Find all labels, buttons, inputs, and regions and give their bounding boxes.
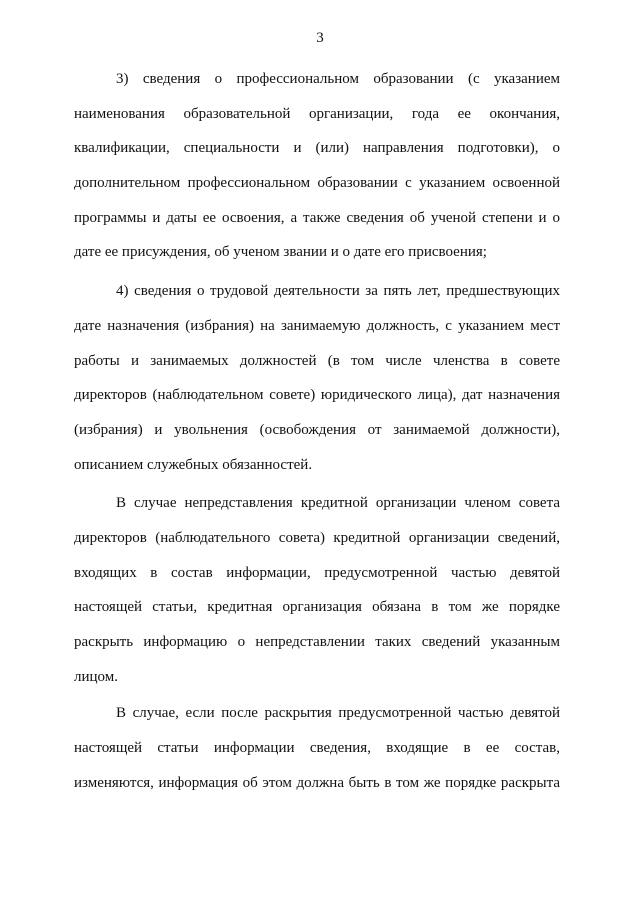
text-line: 4) сведения о трудовой деятельности за пять лет, предшествующих <box>116 283 560 300</box>
document-body <box>74 62 560 800</box>
text-line: директоров (наблюдательного совета) кредитной организации сведений, <box>74 529 560 546</box>
text-line: лицом. <box>74 668 118 685</box>
text-line: раскрыть информацию о непредставлении таких сведений указанным <box>74 634 560 650</box>
text-line: работы и занимаемых должностей (в том числе членства в совете <box>74 352 560 369</box>
text-line: настоящей статьи, кредитная организация обязана в том же порядке <box>74 599 560 616</box>
text-line: (избрания) и увольнения (освобождения от занимаемой должности), <box>74 421 560 438</box>
text-line: квалификации, специальности и (или) направления подготовки), о <box>74 140 560 157</box>
text-line: В случае непредставления кредитной организации членом совета <box>116 495 560 512</box>
page-number: 3 <box>316 30 324 46</box>
text-line: дополнительном профессиональном образовании с указанием освоенной <box>74 175 560 192</box>
text-line: дате ее присуждения, об ученом звании и о дате его присвоения; <box>74 244 487 261</box>
paragraph-nondisclosure <box>74 486 560 694</box>
paragraph-changes <box>74 696 560 800</box>
text-line: директоров (наблюдательном совете) юридического лица), дат назначения <box>74 387 560 404</box>
text-line: В случае, если после раскрытия предусмотренной частью девятой <box>116 705 560 722</box>
paragraph-item-3 <box>74 62 560 270</box>
text-line: входящих в состав информации, предусмотренной частью девятой <box>74 564 560 581</box>
text-line: настоящей статьи информации сведения, входящие в ее состав, <box>74 740 560 757</box>
text-line: дате назначения (избрания) на занимаемую должность, с указанием мест <box>74 317 560 334</box>
text-line: изменяются, информация об этом должна быть в том же порядке раскрыта <box>74 774 560 791</box>
text-line: описанием служебных обязанностей. <box>74 456 313 473</box>
text-line: 3) сведения о профессиональном образовании (с указанием <box>116 71 560 87</box>
text-line: программы и даты ее освоения, а также сведения об ученой степени и о <box>74 209 560 226</box>
paragraph-item-4 <box>74 274 560 482</box>
text-line: наименования образовательной организации, года ее окончания, <box>74 105 560 122</box>
